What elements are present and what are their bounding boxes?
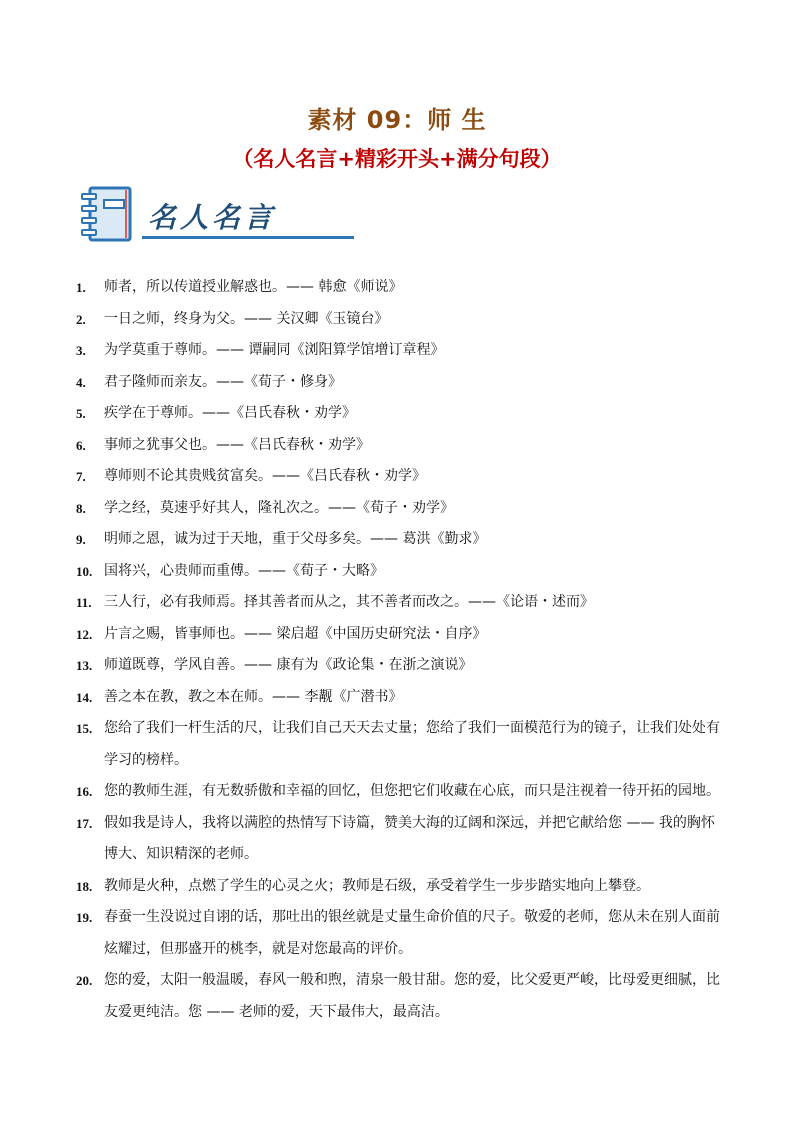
- list-item-text: 师道既尊，学风自善。—— 康有为《政论集・在浙之演说》: [104, 657, 473, 673]
- list-item: [76, 430, 726, 462]
- list-item-text: 您给了我们一杆生活的尺，让我们自己天天去丈量；您给了我们一面模范行为的镜子，让我们处处有学习的榜样。: [104, 720, 720, 768]
- page-title: 素材 09：师 生: [307, 106, 487, 134]
- list-item-number: 18.: [76, 878, 93, 894]
- list-item: [76, 713, 726, 776]
- list-item: [76, 398, 726, 430]
- list-item-text: 片言之赐，皆事师也。—— 梁启超《中国历史研究法・自序》: [104, 625, 487, 642]
- list-item: [76, 965, 726, 1028]
- list-item-text: 国将兴，心贵师而重傅。——《荀子・大略》: [104, 562, 384, 579]
- list-item-text: 事师之犹事父也。——《吕氏春秋・劝学》: [104, 436, 370, 453]
- list-item-text: 学之经，莫速乎好其人，隆礼次之。——《荀子・劝学》: [104, 499, 454, 516]
- list-item-number: 6.: [76, 437, 86, 453]
- list-item-number: 3.: [76, 343, 86, 358]
- list-item: [76, 493, 726, 525]
- list-item-number: 15.: [76, 721, 93, 736]
- list-item-text: 您的爱，太阳一般温暖，春风一般和煦，清泉一般甘甜。您的爱，比父爱更严峻，比母爱更细腻，比友爱更纯洁。您 —— 老师的爱，天下最伟大，最高洁。: [104, 972, 720, 1020]
- list-item: [76, 272, 726, 304]
- list-item-number: 8.: [76, 500, 86, 516]
- list-item-text: 三人行，必有我师焉。择其善者而从之，其不善者而改之。——《论语・述而》: [104, 594, 594, 610]
- list-item-text: 春蚕一生没说过自诩的话，那吐出的银丝就是丈量生命价值的尺子。敬爱的老师，您从未在别人面前炫耀过，但那盛开的桃李，就是对您最高的评价。: [104, 909, 720, 957]
- list-item-number: 13.: [76, 658, 93, 673]
- section-title: 名人名言: [148, 201, 277, 234]
- list-item-number: 4.: [76, 374, 86, 390]
- list-item-text: 明师之恩，诚为过于天地，重于父母多矣。—— 葛洪《勤求》: [104, 531, 487, 547]
- list-item: [76, 367, 726, 399]
- list-item-number: 9.: [76, 532, 86, 547]
- list-item-text: 师者，所以传道授业解惑也。—— 韩愈《师说》: [104, 279, 403, 295]
- list-item-text: 君子隆师而亲友。——《荀子・修身》: [104, 373, 342, 390]
- notebook-icon: [80, 186, 132, 242]
- list-item-number: 14.: [76, 689, 93, 705]
- list-item-number: 2.: [76, 311, 86, 327]
- list-item-number: 5.: [76, 406, 86, 421]
- list-item-text: 疾学在于尊师。——《吕氏春秋・劝学》: [104, 405, 356, 421]
- quote-list: [76, 272, 726, 1028]
- section-underline: [142, 236, 354, 239]
- list-item-number: 20.: [76, 973, 93, 988]
- list-item: [76, 304, 726, 336]
- list-item-number: 19.: [76, 910, 93, 925]
- list-item-number: 10.: [76, 563, 93, 579]
- list-item: [76, 776, 726, 808]
- list-item-number: 1.: [76, 280, 86, 295]
- list-item-text: 教师是火种，点燃了学生的心灵之火；教师是石级，承受着学生一步步踏实地向上攀登。: [104, 877, 650, 894]
- list-item-text: 善之本在教，教之本在师。—— 李觏《广潜书》: [104, 688, 403, 705]
- list-item-text: 假如我是诗人，我将以满腔的热情写下诗篇，赞美大海的辽阔和深远，并把它献给您 —— 我的胸怀博大、知识精深的老师。: [104, 814, 715, 862]
- list-item-number: 11.: [76, 595, 92, 610]
- list-item-number: 17.: [76, 815, 93, 831]
- list-item: [76, 808, 726, 871]
- list-item-number: 12.: [76, 626, 93, 642]
- list-item-text: 为学莫重于尊师。—— 谭嗣同《浏阳算学馆增订章程》: [104, 342, 445, 358]
- list-item: [76, 524, 726, 556]
- list-item: [76, 461, 726, 493]
- list-item: [76, 619, 726, 651]
- list-item: [76, 682, 726, 714]
- list-item: [76, 902, 726, 965]
- list-item-number: 16.: [76, 784, 93, 799]
- list-item: [76, 335, 726, 367]
- list-item: [76, 650, 726, 682]
- list-item-text: 尊师则不论其贵贱贫富矣。——《吕氏春秋・劝学》: [104, 468, 426, 484]
- list-item: [76, 556, 726, 588]
- section-header: [80, 186, 300, 244]
- page-subtitle: （名人名言+精彩开头+满分句段）: [232, 147, 562, 171]
- list-item-number: 7.: [76, 469, 86, 484]
- list-item-text: 一日之师，终身为父。—— 关汉卿《玉镜台》: [104, 310, 389, 327]
- list-item: [76, 871, 726, 903]
- list-item-text: 您的教师生涯，有无数骄傲和幸福的回忆，但您把它们收藏在心底，而只是注视着一待开拓的园地。: [104, 783, 720, 799]
- list-item: [76, 587, 726, 619]
